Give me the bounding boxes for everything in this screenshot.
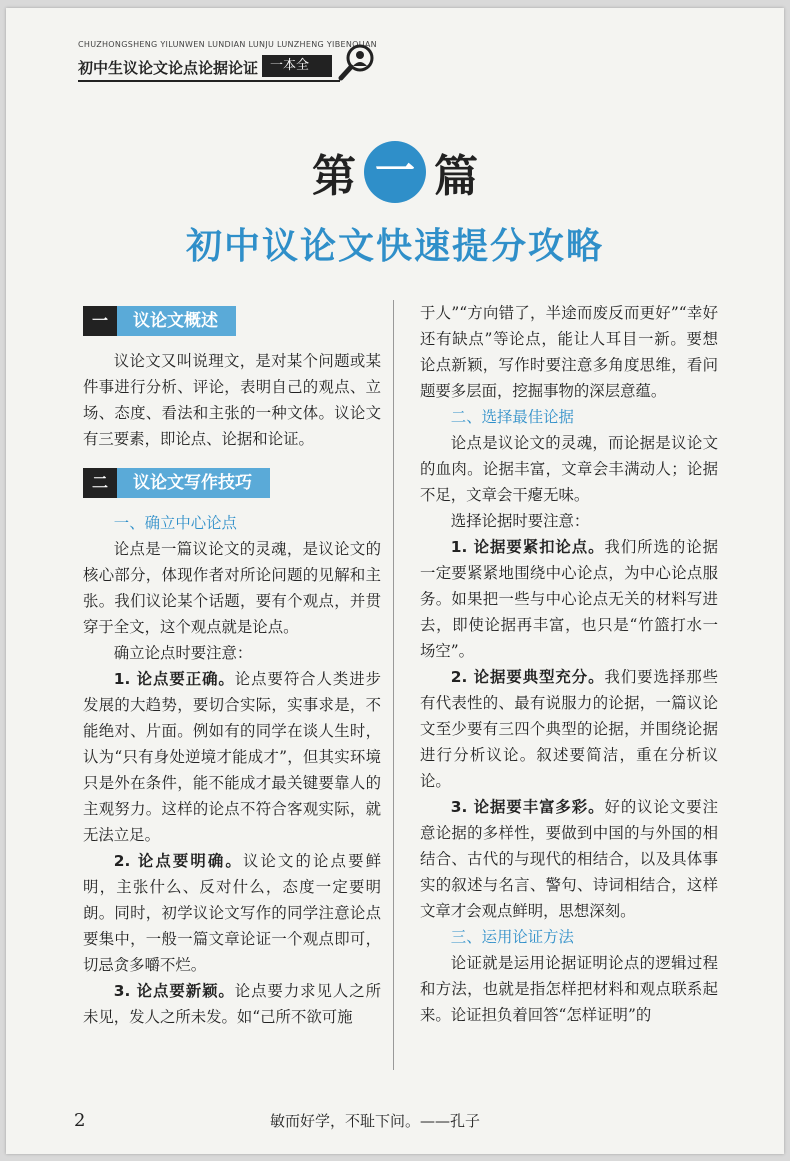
section-heading-1 (83, 306, 381, 336)
section-number: 一 (83, 306, 117, 336)
section-title: 议论文概述 (117, 306, 236, 336)
subheading: 三、运用论证方法 (450, 928, 574, 946)
header-title: 初中生议论文论点论据论证 (78, 59, 259, 77)
list-item (83, 848, 381, 978)
paragraph: 论点是议论文的灵魂，而论据是议论文的血肉。论据丰富，文章会丰满动人；论据不足，文章会干瘪无味。 (420, 434, 718, 504)
chapter-title: 初中议论文快速提分攻略 (185, 226, 604, 267)
subheading: 二、选择最佳论据 (450, 408, 574, 426)
paragraph: 论点是一篇议论文的灵魂，是议论文的核心部分，体现作者对所论问题的见解和主张。我们议论某个话题，要有个观点，并贯穿于全文，这个观点就是论点。 (83, 540, 381, 636)
paragraph: 论证就是运用论据证明论点的逻辑过程和方法，也就是指怎样把材料和观点联系起来。论证担负着回答“怎样证明”的 (420, 954, 718, 1024)
list-item-text: 我们所选的论据一定要紧紧地围绕中心论点，为中心论点服务。如果把一些与中心论点无关的材料写进去，即使论据再丰富，也只是“竹篮打水一场空”。 (420, 538, 718, 660)
list-item (420, 794, 718, 924)
page-number: 2 (74, 1110, 86, 1131)
list-item (420, 664, 718, 794)
subheading: 一、确立中心论点 (113, 514, 237, 532)
list-item-text: 议论文的论点要鲜明，主张什么、反对什么，态度一定要明朗。同时，初学议论文写作的同学注意论点要集中，一般一篇文章论证一个观点即可，切忌贪多嚼不烂。 (83, 852, 381, 974)
footer-quote: 敏而好学，不耻下问。——孔子 (270, 1112, 481, 1130)
left-column (83, 300, 381, 1030)
section-title: 议论文写作技巧 (117, 468, 270, 498)
paragraph: 于人”“方向错了，半途而废反而更好”“幸好还有缺点”等论点，能让人耳目一新。要想论点新颖，写作时要注意多角度思维，看问题要多层面，挖掘事物的深层意蕴。 (420, 304, 718, 400)
magnifier-person-icon (338, 42, 378, 82)
list-item (83, 666, 381, 848)
list-item-lead: 3. 论据要丰富多彩。 (450, 798, 605, 816)
list-item-text: 论点要力求见人之所未见，发人之所未发。如“己所不欲可施 (83, 982, 381, 1026)
chapter-prefix: 第 (312, 151, 356, 202)
chapter-heading (0, 140, 790, 204)
right-column (420, 300, 718, 1028)
list-item (83, 978, 381, 1030)
chapter-number-badge: 一 (364, 141, 426, 203)
list-item-lead: 3. 论点要新颖。 (113, 982, 235, 1000)
list-item-text: 论点要符合人类进步发展的大趋势，要切合实际，实事求是，不能绝对、片面。例如有的同学在谈人生时，认为“只有身处逆境才能成才”，但其实环境只是外在条件，能不能成才最关键要靠人的主观努力。这样的论点不符合客观实际，就无法立足。 (83, 670, 381, 844)
chapter-suffix: 篇 (434, 151, 478, 202)
list-item-text: 我们要选择那些有代表性的、最有说服力的论据，一篇议论文至少要有三四个典型的论据，并围绕论据进行分析议论。叙述要简洁，重在分析议论。 (420, 668, 718, 790)
list-item-lead: 2. 论据要典型充分。 (450, 668, 605, 686)
list-item-text: 好的议论文要注意论据的多样性，要做到中国的与外国的相结合、古代的与现代的相结合，以及具体事实的叙述与名言、警句、诗词相结合，这样文章才会观点鲜明，思想深刻。 (420, 798, 718, 920)
header-rule (78, 80, 340, 82)
section-number: 二 (83, 468, 117, 498)
paragraph: 选择论据时要注意： (450, 512, 590, 530)
section-heading-2 (83, 468, 381, 498)
column-divider (393, 300, 394, 1070)
list-item-lead: 1. 论点要正确。 (113, 670, 235, 688)
list-item (420, 534, 718, 664)
list-item-lead: 2. 论点要明确。 (113, 852, 243, 870)
paragraph: 议论文又叫说理文，是对某个问题或某件事进行分析、评论，表明自己的观点、立场、态度、看法和主张的一种文体。议论文有三要素，即论点、论据和论证。 (83, 352, 381, 448)
header-badge: 一本全 (262, 55, 332, 77)
list-item-lead: 1. 论据要紧扣论点。 (450, 538, 605, 556)
paragraph: 确立论点时要注意： (113, 644, 253, 662)
header-pinyin: CHUZHONGSHENG YILUNWEN LUNDIAN LUNJU LUNZHENG YIBENQUAN (78, 40, 377, 49)
